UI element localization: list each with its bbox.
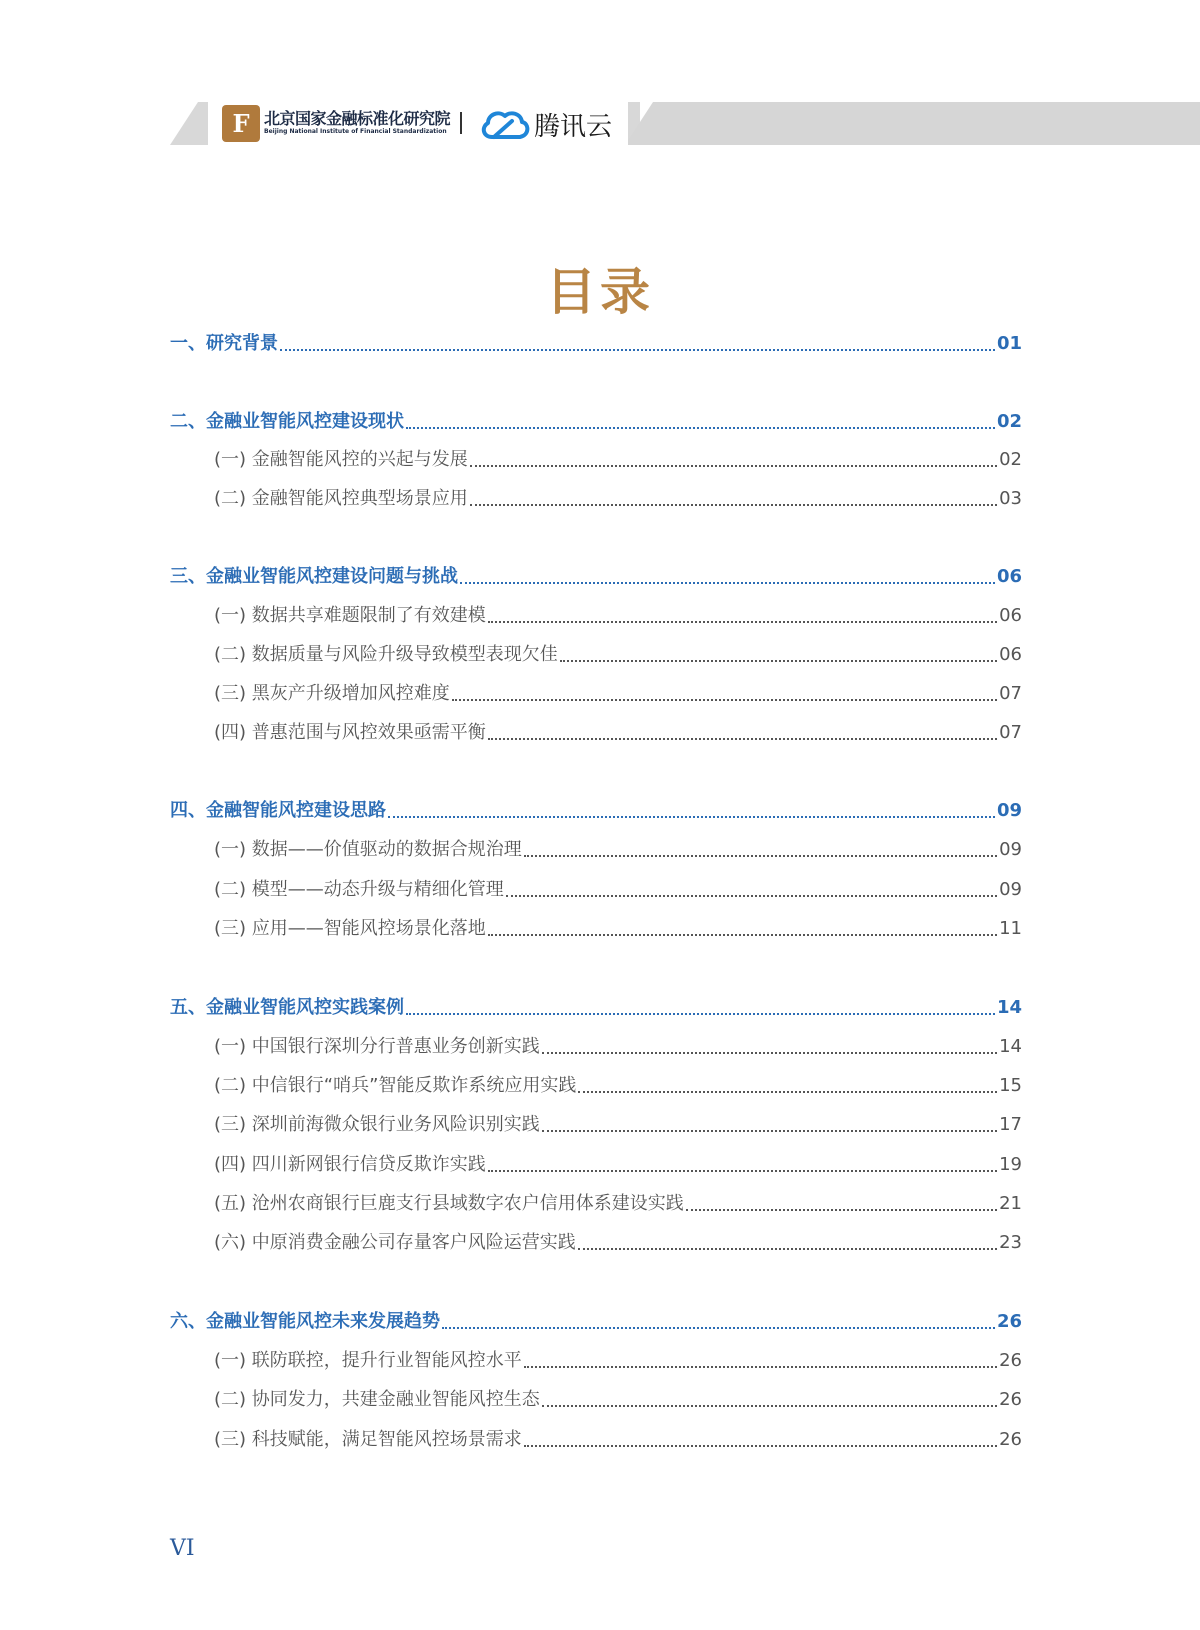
toc-subsection-label: (三) 深圳前海微众银行业务风险识别实践: [214, 1114, 540, 1135]
toc-subsection[interactable]: [214, 486, 1022, 512]
toc-subsection[interactable]: [214, 681, 1022, 707]
toc-leader: [452, 699, 997, 701]
toc-subsection[interactable]: [214, 916, 1022, 942]
toc-subsection-page: 26: [999, 1350, 1022, 1371]
bnifs-logo-icon: F: [222, 105, 260, 142]
toc-title: 目录: [546, 263, 654, 321]
toc-leader: [686, 1209, 997, 1211]
toc-section-label: 一、研究背景: [170, 333, 278, 354]
toc-section-page: 09: [996, 800, 1022, 821]
toc-leader: [560, 660, 997, 662]
toc-subsection-page: 15: [999, 1075, 1022, 1096]
toc-subsection-label: (二) 金融智能风控典型场景应用: [214, 488, 468, 509]
toc-section-label: 四、金融智能风控建设思路: [170, 800, 386, 821]
toc-leader: [488, 1170, 997, 1172]
toc-leader: [406, 427, 995, 429]
toc-leader: [542, 1405, 997, 1407]
toc-leader: [406, 1013, 995, 1015]
toc-subsection-page: 06: [999, 644, 1022, 665]
toc-section-page: 26: [996, 1311, 1022, 1332]
toc-subsection-label: (三) 黑灰产升级增加风控难度: [214, 683, 450, 704]
toc-subsection-label: (二) 协同发力，共建金融业智能风控生态: [214, 1389, 540, 1410]
page-number: VI: [170, 1536, 195, 1561]
toc-subsection-label: (五) 沧州农商银行巨鹿支行县域数字农户信用体系建设实践: [214, 1193, 684, 1214]
toc-leader: [488, 738, 997, 740]
toc-subsection-page: 09: [999, 879, 1022, 900]
toc-leader: [542, 1130, 997, 1132]
toc-leader: [388, 816, 995, 818]
toc-subsection[interactable]: [214, 1387, 1022, 1413]
toc-subsection-page: 03: [999, 488, 1022, 509]
toc-subsection-label: (一) 中国银行深圳分行普惠业务创新实践: [214, 1036, 540, 1057]
toc-subsection-label: (一) 数据共享难题限制了有效建模: [214, 605, 486, 626]
toc-subsection-page: 17: [999, 1114, 1022, 1135]
toc-subsection[interactable]: [214, 603, 1022, 629]
toc-section-label: 三、金融业智能风控建设问题与挑战: [170, 566, 458, 587]
toc-section-page: 01: [996, 333, 1022, 354]
toc-leader: [488, 934, 997, 936]
toc-leader: [524, 855, 997, 857]
tencent-cloud-name: 腾讯云: [534, 112, 613, 142]
toc-section-page: 02: [996, 411, 1022, 432]
logo-separator: [460, 112, 462, 134]
toc-subsection-label: (三) 应用——智能风控场景化落地: [214, 918, 486, 939]
toc-subsection[interactable]: [214, 837, 1022, 863]
toc-leader: [578, 1248, 997, 1250]
toc-subsection-page: 19: [999, 1154, 1022, 1175]
toc-leader: [470, 504, 997, 506]
toc-subsection-label: (一) 金融智能风控的兴起与发展: [214, 449, 468, 470]
toc-section[interactable]: [170, 331, 1022, 357]
toc-subsection-page: 07: [999, 683, 1022, 704]
toc-subsection-label: (三) 科技赋能，满足智能风控场景需求: [214, 1429, 522, 1450]
toc-section[interactable]: [170, 798, 1022, 824]
toc-subsection[interactable]: [214, 1348, 1022, 1374]
toc-subsection-label: (一) 数据——价值驱动的数据合规治理: [214, 839, 522, 860]
tencent-cloud-icon: [478, 107, 530, 141]
toc-leader: [506, 895, 997, 897]
toc-subsection-label: (四) 四川新网银行信贷反欺诈实践: [214, 1154, 486, 1175]
toc-subsection-page: 14: [999, 1036, 1022, 1057]
toc-subsection[interactable]: [214, 642, 1022, 668]
toc-section[interactable]: [170, 409, 1022, 435]
toc-section-page: 14: [996, 997, 1022, 1018]
toc-section-label: 二、金融业智能风控建设现状: [170, 411, 404, 432]
toc-subsection-page: 26: [999, 1429, 1022, 1450]
toc-subsection[interactable]: [214, 447, 1022, 473]
toc-subsection-page: 23: [999, 1232, 1022, 1253]
toc-subsection-label: (二) 模型——动态升级与精细化管理: [214, 879, 504, 900]
toc-leader: [442, 1327, 995, 1329]
toc-section[interactable]: [170, 1309, 1022, 1335]
toc-subsection-page: 06: [999, 605, 1022, 626]
toc-subsection-label: (四) 普惠范围与风控效果亟需平衡: [214, 722, 486, 743]
toc-leader: [524, 1445, 997, 1447]
toc-leader: [460, 582, 995, 584]
toc-section-page: 06: [996, 566, 1022, 587]
toc-subsection-page: 09: [999, 839, 1022, 860]
toc-section[interactable]: [170, 564, 1022, 590]
toc-subsection[interactable]: [214, 1230, 1022, 1256]
toc-subsection-label: (二) 中信银行“哨兵”智能反欺诈系统应用实践: [214, 1075, 577, 1096]
toc-subsection-label: (二) 数据质量与风险升级导致模型表现欠佳: [214, 644, 558, 665]
toc-subsection[interactable]: [214, 1152, 1022, 1178]
toc-subsection[interactable]: [214, 720, 1022, 746]
toc-leader: [488, 621, 997, 623]
toc-subsection[interactable]: [214, 1073, 1022, 1099]
toc-subsection-page: 11: [999, 918, 1022, 939]
toc-leader: [280, 349, 995, 351]
toc-subsection-page: 02: [999, 449, 1022, 470]
toc-section-label: 五、金融业智能风控实践案例: [170, 997, 404, 1018]
toc-subsection[interactable]: [214, 1191, 1022, 1217]
toc-subsection[interactable]: [214, 1112, 1022, 1138]
toc-subsection[interactable]: [214, 1034, 1022, 1060]
toc-subsection-page: 07: [999, 722, 1022, 743]
toc-subsection-page: 26: [999, 1389, 1022, 1410]
toc-subsection-label: (一) 联防联控，提升行业智能风控水平: [214, 1350, 522, 1371]
toc-subsection[interactable]: [214, 1427, 1022, 1453]
bnifs-name-en: Beijing National Institute of Financial Standardization: [264, 128, 447, 135]
toc-section[interactable]: [170, 995, 1022, 1021]
toc-section-label: 六、金融业智能风控未来发展趋势: [170, 1311, 440, 1332]
toc-subsection[interactable]: [214, 877, 1022, 903]
toc-subsection-page: 21: [999, 1193, 1022, 1214]
header-band-right: [625, 102, 1200, 145]
bnifs-name-cn: 北京国家金融标准化研究院: [264, 109, 451, 128]
toc-leader: [470, 465, 997, 467]
toc-leader: [542, 1052, 997, 1054]
toc-subsection-label: (六) 中原消费金融公司存量客户风险运营实践: [214, 1232, 576, 1253]
toc-leader: [578, 1091, 997, 1093]
toc-leader: [524, 1366, 997, 1368]
